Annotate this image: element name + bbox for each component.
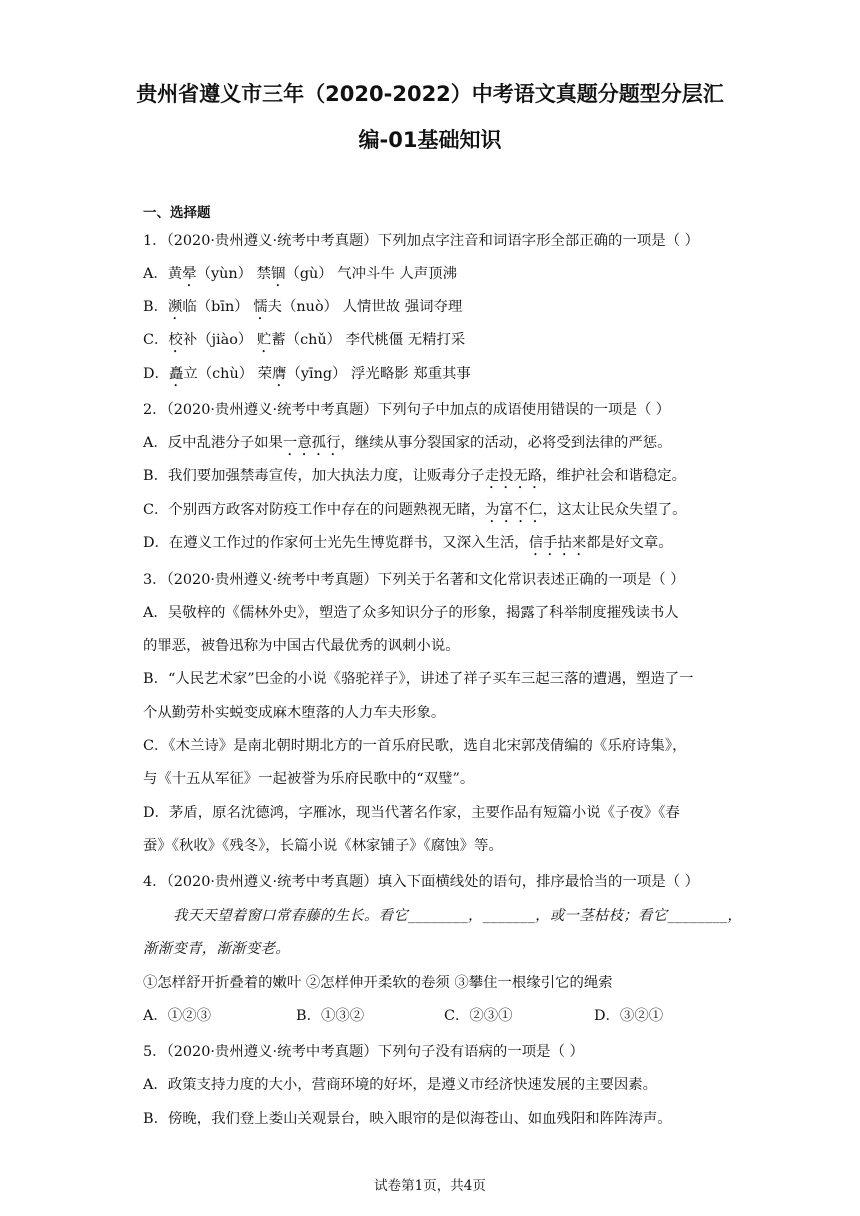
- question-5-stem: 5．（2020·贵州遵义·统考中考真题）下列句子没有语病的一项是（ ）: [143, 1044, 584, 1060]
- question-5-option-b: B．傍晚，我们登上娄山关观景台，映入眼帘的是似海苍山、如血残阳和阵阵涛声。: [143, 1111, 672, 1127]
- document-title-line-1: 贵州省遵义市三年（2020-2022）中考语文真题分题型分层汇: [136, 82, 724, 106]
- document-title-line-2: 编-01基础知识: [358, 128, 502, 152]
- question-4-option-b: B．①③②: [296, 1008, 365, 1024]
- question-4-passage-line-2: 渐渐变青，渐渐变老。: [143, 941, 290, 957]
- question-1-option-c: C．校补（jiào） 贮蓄（chǔ） 李代桃僵 无精打采: [143, 332, 466, 348]
- question-2-option-d: D．在遵义工作过的作家何士光先生博览群书，又深入生活，信手拈来都是好文章。: [143, 535, 673, 551]
- section-heading: 一、选择题: [143, 205, 211, 221]
- question-4-stem: 4．（2020·贵州遵义·统考中考真题）填入下面横线处的语句，排序最恰当的一项是（ ）: [143, 874, 699, 890]
- question-1-stem: 1．（2020·贵州遵义·统考中考真题）下列加点字注音和词语字形全部正确的一项是（ ）: [143, 233, 699, 249]
- question-3-option-a-line-2: 的罪恶，被鲁迅称为中国古代最优秀的讽刺小说。: [143, 638, 460, 654]
- question-2-stem: 2．（2020·贵州遵义·统考中考真题）下列句子中加点的成语使用错误的一项是（ ）: [143, 402, 671, 418]
- question-3-option-b-line-2: 个从勤劳朴实蜕变成麻木堕落的人力车夫形象。: [143, 705, 446, 721]
- page-footer: 试卷第1页，共4页: [374, 1178, 486, 1194]
- question-3-stem: 3．（2020·贵州遵义·统考中考真题）下列关于名著和文化常识表述正确的一项是（ ）: [143, 572, 685, 588]
- question-1-option-d: D．矗立（chù） 荣膺（yīng） 浮光略影 郑重其事: [143, 366, 471, 382]
- question-2-option-c: C．个别西方政客对防疫工作中存在的问题熟视无睹，为富不仁，这太让民众失望了。: [143, 502, 687, 518]
- question-3-option-a-line-1: A．吴敬梓的《儒林外史》，塑造了众多知识分子的形象，揭露了科举制度摧残读书人: [143, 605, 679, 621]
- question-4-option-a: A．①②③: [143, 1008, 211, 1024]
- question-2-option-a: A．反中乱港分子如果一意孤行，继续从事分裂国家的活动，必将受到法律的严惩。: [143, 435, 672, 451]
- question-4-option-d: D．③②①: [594, 1008, 664, 1024]
- question-2-option-b: B．我们要加强禁毒宣传，加大执法力度，让贩毒分子走投无路，维护社会和谐稳定。: [143, 468, 687, 484]
- question-3-option-d-line-1: D．茅盾，原名沈德鸿，字雁冰，现当代著名作家，主要作品有短篇小说《子夜》《春: [143, 805, 680, 821]
- question-3-option-c-line-1: C．《木兰诗》是南北朝时期北方的一首乐府民歌，选自北宋郭茂倩编的《乐府诗集》，: [143, 738, 687, 754]
- question-3-option-d-line-2: 蚕》《秋收》《残冬》，长篇小说《林家铺子》《腐蚀》等。: [143, 838, 503, 854]
- question-4-option-c: C．②③①: [444, 1008, 513, 1024]
- question-1-option-a: A．黄晕（yùn） 禁锢（gù） 气冲斗牛 人声顶沸: [143, 266, 457, 282]
- question-4-choices: ①怎样舒开折叠着的嫩叶 ②怎样伸开柔软的卷须 ③攀住一根缘引它的绳索: [143, 975, 613, 991]
- question-5-option-a: A．政策支持力度的大小，营商环境的好坏，是遵义市经济快速发展的主要因素。: [143, 1077, 658, 1093]
- question-3-option-b-line-1: B．“人民艺术家”巴金的小说《骆驼祥子》，讲述了祥子买车三起三落的遭遇，塑造了一: [143, 671, 694, 687]
- question-3-option-c-line-2: 与《十五从军征》一起被誉为乐府民歌中的“双璧”。: [143, 771, 475, 787]
- question-4-passage-line-1: 我天天望着窗口常春藤的生长。看它________，_______，或一茎枯枝；看它________，: [173, 908, 743, 924]
- question-1-option-b: B．濒临（bīn） 懦夫（nuò） 人情世故 强词夺理: [143, 299, 463, 315]
